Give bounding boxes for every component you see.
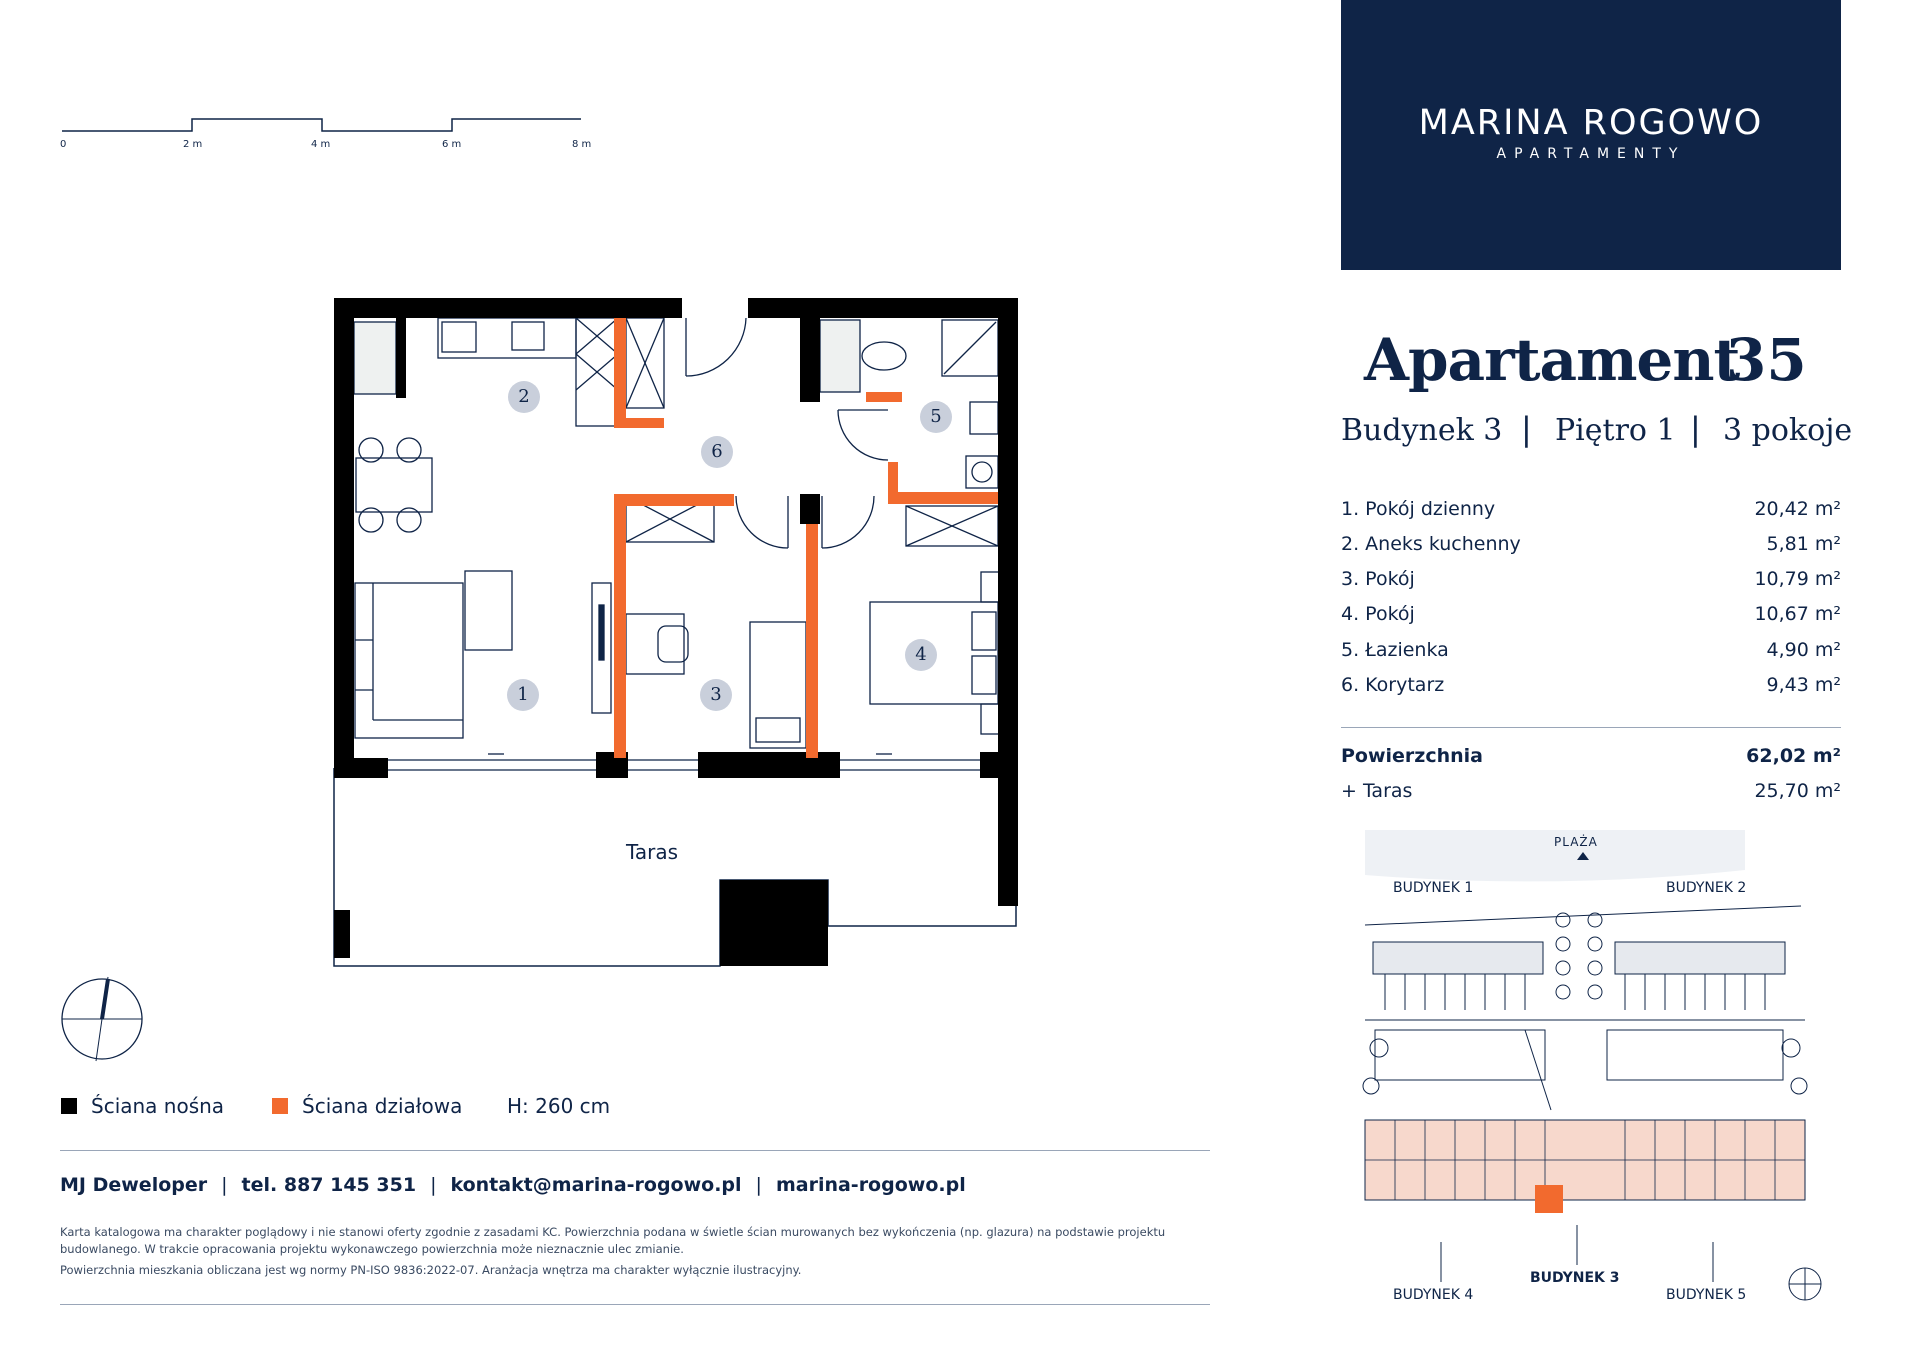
room-row: 1. Pokój dzienny 20,42 m²: [1341, 498, 1841, 520]
room-number-4: 4: [915, 644, 927, 665]
site-building-5: BUDYNEK 5: [1666, 1287, 1747, 1303]
email-link[interactable]: kontakt@marina-rogowo.pl: [450, 1174, 742, 1196]
brand-name: MARINA ROGOWO: [1418, 103, 1764, 143]
subhead-separator: |: [1690, 410, 1701, 448]
room-number-1: 1: [517, 684, 529, 705]
bearing-wall-swatch: [61, 1098, 77, 1114]
bearing-wall-label: Ściana nośna: [91, 1094, 225, 1118]
disclaimer-1: Karta katalogowa ma charakter poglądowy i nie stanowi oferty zgodnie z zasadami KC. Powierzchnia podana w świetle ścian murowanych bez wykończenia (np. glazura) na podstawie projektu budowlanego. W trakcie opracowania projektu wykonawczego powierzchnia może nieznacznie ulec zmianie.: [60, 1225, 1166, 1256]
scale-label-0: 0: [60, 139, 67, 150]
room-row: 5. Łazienka 4,90 m²: [1341, 639, 1841, 661]
room-row: 4. Pokój 10,67 m²: [1341, 603, 1841, 625]
divider-rooms: [1341, 727, 1841, 728]
subhead-separator: |: [1521, 410, 1532, 448]
scale-label-2m: 2 m: [183, 139, 203, 150]
room-number-6: 6: [711, 441, 723, 462]
partition-wall-swatch: [272, 1098, 288, 1114]
contact-line: MJ Deweloper | tel. 887 145 351 | kontakt@marina-rogowo.pl | marina-rogowo.pl: [60, 1174, 966, 1196]
site-building-2: BUDYNEK 2: [1666, 880, 1747, 896]
ceiling-height: H: 260 cm: [507, 1094, 611, 1118]
apartment-title: Apartament: [1364, 326, 1740, 394]
divider-bottom: [60, 1304, 1210, 1305]
divider-top: [60, 1150, 1210, 1151]
disclaimer-2: Powierzchnia mieszkania obliczana jest wg normy PN-ISO 9836:2022-07. Aranżacja wnętrza ma charakter wyłącznie ilustracyjny.: [60, 1263, 802, 1277]
room-row: 2. Aneks kuchenny 5,81 m²: [1341, 533, 1841, 555]
highlighted-unit: [1535, 1185, 1563, 1213]
apartment-number: 35: [1726, 326, 1807, 394]
scale-label-4m: 4 m: [311, 139, 331, 150]
scale-label-8m: 8 m: [572, 139, 592, 150]
room-number-5: 5: [930, 406, 942, 427]
room-number-2: 2: [518, 386, 530, 407]
building: Budynek 3: [1341, 413, 1503, 448]
room-row: 6. Korytarz 9,43 m²: [1341, 674, 1841, 696]
compass-icon: [58, 975, 148, 1065]
rooms-count: 3 pokoje: [1723, 413, 1853, 448]
room-row: 3. Pokój 10,79 m²: [1341, 568, 1841, 590]
phone-link[interactable]: tel. 887 145 351: [241, 1174, 417, 1196]
partition-wall-label: Ściana działowa: [302, 1094, 463, 1118]
terrace-label: Taras: [626, 840, 679, 864]
site-building-3: BUDYNEK 3: [1530, 1270, 1620, 1286]
room-number-3: 3: [710, 684, 722, 705]
scale-label-6m: 6 m: [442, 139, 462, 150]
developer-name: MJ Deweloper: [60, 1174, 208, 1196]
brand-subtitle: APARTAMENTY: [1496, 146, 1686, 162]
brand-logo-box: [1341, 0, 1841, 270]
floor: Piętro 1: [1555, 413, 1676, 448]
room-markers: [0, 0, 1050, 1000]
site-building-1: BUDYNEK 1: [1393, 880, 1474, 896]
website-link[interactable]: marina-rogowo.pl: [775, 1174, 966, 1196]
site-beach-label: PLAŻA: [1554, 835, 1598, 849]
site-building-4: BUDYNEK 4: [1393, 1287, 1474, 1303]
